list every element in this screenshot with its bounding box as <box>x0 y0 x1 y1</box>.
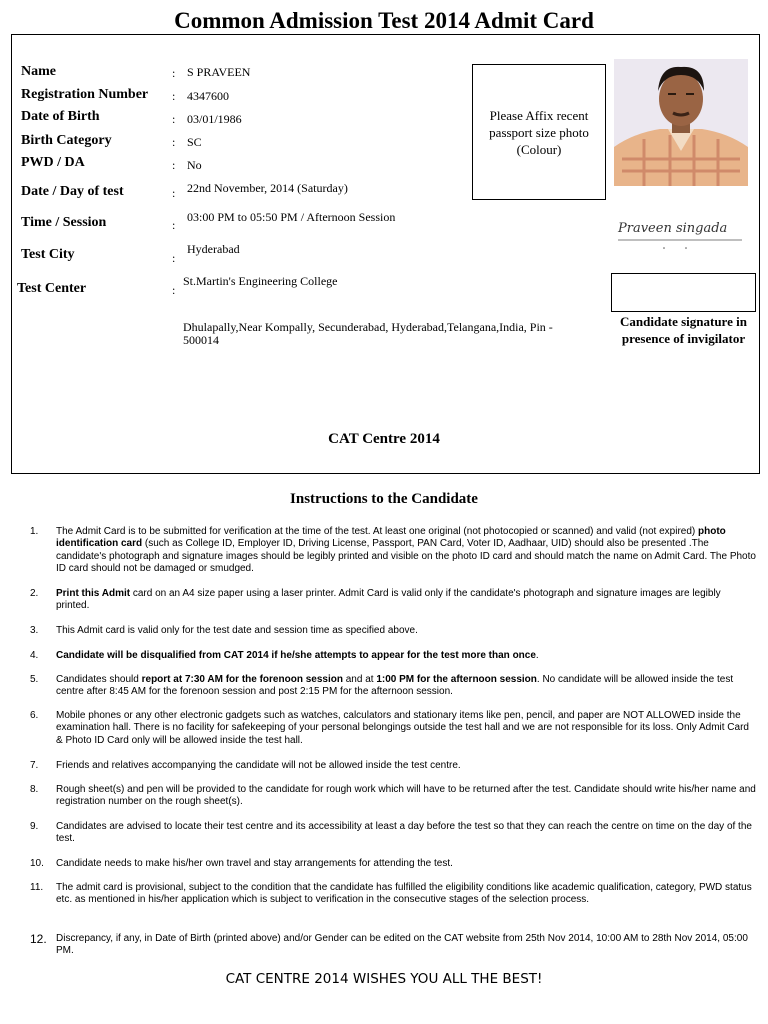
instruction-number: 10. <box>30 858 44 869</box>
instructions-title: Instructions to the Candidate <box>290 491 478 507</box>
name-label: Name <box>21 64 56 79</box>
birth-category-label: Birth Category <box>21 133 112 148</box>
instruction-text-segment: (such as College ID, Employer ID, Driving License, Passport, PAN Card, Voter ID, Aadhaar, UID) should also be presented .The candidate's photograph and signature images should be legibly printed and visible on the photo ID card and should match the name on Admit Card. The Photo ID card should not be damaged or smudged. <box>56 538 756 574</box>
instruction-text <box>56 650 756 662</box>
instruction-number: 1. <box>30 526 39 537</box>
instruction-text <box>56 760 756 772</box>
instruction-text <box>56 588 756 613</box>
instruction-number: 12. <box>30 932 47 946</box>
registration-label: Registration Number <box>21 87 149 102</box>
affix-photo-text: Please Affix recent passport size photo (Colour) <box>489 107 589 157</box>
instruction-number: 6. <box>30 710 39 721</box>
instruction-text-segment: and at <box>342 674 377 685</box>
test-city-value: Hyderabad <box>187 242 240 256</box>
instruction-text-segment: . No candidate will be allowed inside the test centre after 8:45 AM for the forenoon session and post 2:15 PM for the afternoon session. <box>56 674 734 698</box>
instruction-number: 11. <box>30 882 44 893</box>
registration-value: 4347600 <box>187 89 229 103</box>
instruction-text <box>56 933 756 958</box>
instruction-text <box>56 821 756 846</box>
instruction-text-segment: Discrepancy, if any, in Date of Birth (printed above) and/or Gender can be edited on the CAT website from 25th Nov 2014, 10:00 AM to 28th Nov 2014, 05:00 PM. <box>56 933 748 957</box>
colon: : <box>172 251 176 265</box>
colon: : <box>172 66 176 80</box>
instruction-text <box>56 784 756 809</box>
session-label: Time / Session <box>21 215 107 230</box>
instruction-text-segment: Rough sheet(s) and pen will be provided to the candidate for rough work which will have to be returned after the test. Candidate should write his/her name and registration number on the rough sheet(s). <box>56 784 756 808</box>
signature-image <box>614 212 748 252</box>
instruction-text <box>56 858 756 870</box>
instruction-number: 2. <box>30 588 39 599</box>
instruction-text-segment: Candidates are advised to locate their test centre and its accessibility at least a day before the test so that they can reach the centre on time on the day of the test. <box>56 821 752 845</box>
test-center-value: St.Martin's Engineering College <box>183 274 338 288</box>
colon: : <box>172 112 176 126</box>
instruction-text-segment: Friends and relatives accompanying the candidate will not be allowed inside the test centre. <box>56 760 461 771</box>
test-city-label: Test City <box>21 247 75 262</box>
dob-label: Date of Birth <box>21 109 100 124</box>
instruction-text <box>56 526 756 575</box>
session-value: 03:00 PM to 05:50 PM / Afternoon Session <box>187 210 396 224</box>
instruction-bold-text: Print this Admit <box>56 588 131 599</box>
affix-photo-box <box>472 64 606 200</box>
test-date-label: Date / Day of test <box>21 184 124 199</box>
closing-message: CAT CENTRE 2014 WISHES YOU ALL THE BEST! <box>225 971 543 987</box>
birth-category-value: SC <box>187 135 202 149</box>
instruction-bold-text: report at 7:30 AM for the forenoon session <box>141 674 343 685</box>
instruction-text <box>56 882 756 907</box>
instruction-text-segment: This Admit card is valid only for the test date and session time as specified above. <box>56 625 418 636</box>
instruction-number: 7. <box>30 760 39 771</box>
instruction-number: 5. <box>30 674 39 685</box>
instruction-text <box>56 625 756 637</box>
colon: : <box>172 186 176 200</box>
instruction-text-segment: Candidate needs to make his/her own travel and stay arrangements for attending the test. <box>56 858 453 869</box>
candidate-photo <box>614 59 748 186</box>
instruction-bold-text: photo identification card <box>56 526 726 550</box>
center-address-line-1: Dhulapally,Near Kompally, Secunderabad, Hyderabad,Telangana,India, Pin - <box>183 320 553 334</box>
signature-text: Praveen singada <box>618 221 728 236</box>
colon: : <box>172 158 176 172</box>
instruction-bold-text: Candidate will be disqualified from CAT 2014 if he/she attempts to appear for the test more than once <box>56 650 536 661</box>
center-address <box>183 321 603 347</box>
center-address-line-2: 500014 <box>183 333 219 347</box>
instruction-number: 8. <box>30 784 39 795</box>
page-title: Common Admission Test 2014 Admit Card <box>174 8 594 33</box>
instruction-text-segment: Mobile phones or any other electronic gadgets such as watches, calculators and stationary items like pen, pencil, and paper are NOT ALLOWED inside the examination hall. There is no facility for safekeeping of your personal belongings outside the test hall and we are not responsible for its loss. Only Admit Card & Photo ID Card only will be allowed inside the test hall. <box>56 710 749 746</box>
instruction-text <box>56 710 756 747</box>
test-center-label: Test Center <box>17 281 87 296</box>
pwd-label: PWD / DA <box>21 155 85 170</box>
colon: : <box>172 283 176 297</box>
instruction-text-segment: The Admit Card is to be submitted for verification at the time of the test. At least one original (not photocopied or scanned) and valid (not expired) <box>56 526 699 537</box>
invigilator-signature-box <box>611 273 756 312</box>
colon: : <box>172 135 176 149</box>
name-value: S PRAVEEN <box>187 65 251 79</box>
instruction-number: 3. <box>30 625 39 636</box>
colon: : <box>172 89 176 103</box>
colon: : <box>172 218 176 232</box>
pwd-value: No <box>187 158 202 172</box>
instruction-text-segment: The admit card is provisional, subject to the condition that the candidate has fulfilled the eligibility conditions like academic qualification, category, PWD status etc. as mentioned in his/her application which is subject to verification in the consecutive stages of the selection process. <box>56 882 752 906</box>
instruction-text-segment: Candidates should <box>56 674 142 685</box>
instruction-text <box>56 674 756 699</box>
test-date-value: 22nd November, 2014 (Saturday) <box>187 181 348 195</box>
instruction-number: 4. <box>30 650 39 661</box>
invigilator-signature-label: Candidate signature in presence of invigilator <box>620 314 747 346</box>
instruction-bold-text: 1:00 PM for the afternoon session <box>376 674 537 685</box>
instruction-text-segment: card on an A4 size paper using a laser printer. Admit Card is valid only if the candidate's photograph and signature images are legibly printed. <box>56 588 721 612</box>
card-footer: CAT Centre 2014 <box>328 431 440 447</box>
dob-value: 03/01/1986 <box>187 112 242 126</box>
instruction-text-segment: . <box>535 650 539 661</box>
instruction-number: 9. <box>30 821 39 832</box>
